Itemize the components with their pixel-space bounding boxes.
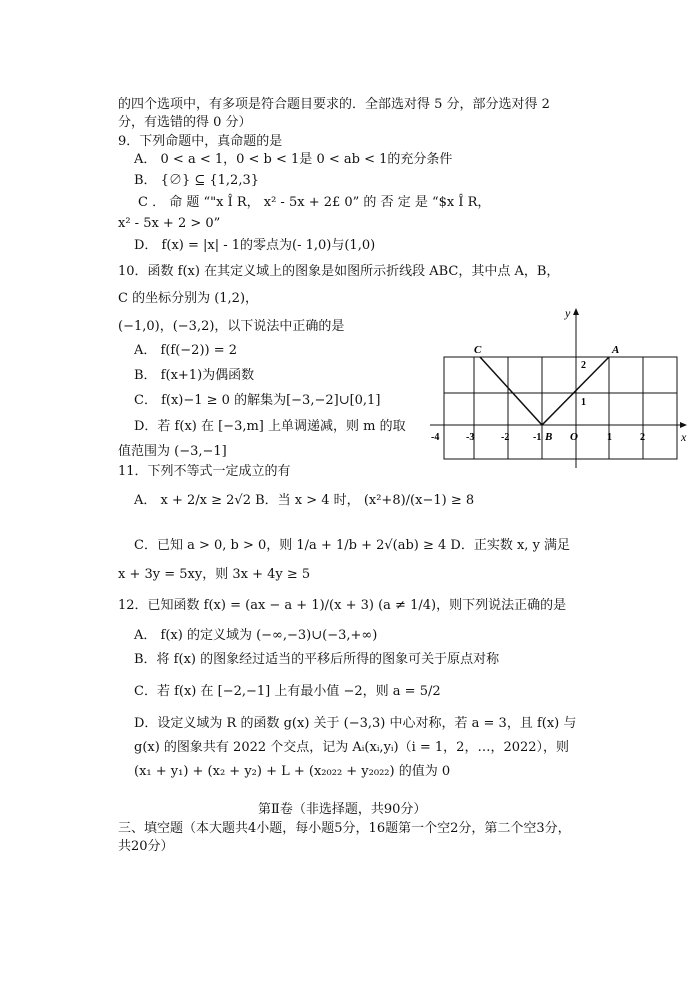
function-graph	[425, 300, 695, 470]
question-10-line-3: (−1,0)，(−3,2)，以下说法中正确的是	[118, 319, 345, 334]
q10-option-c: C． f(x)−1 ≥ 0 的解集为[−3,−2]∪[0,1]	[134, 393, 381, 408]
x-tick-1: 1	[607, 432, 612, 443]
point-label-a: A	[612, 344, 620, 356]
question-9: 9．下列命题中，真命题的是	[118, 134, 283, 149]
q11-option-c: C．已知 a > 0, b > 0，则 1/a + 1/b + 2√(ab) ≥ 4 D．正实数 x, y 满足	[134, 538, 571, 553]
question-12: 12．已知函数 f(x) = (ax − a + 1)/(x + 3) (a ≠ 1/4)，则下列说法正确的是	[118, 598, 567, 613]
x-tick-2: 2	[640, 432, 645, 443]
point-label-b: B	[545, 431, 553, 443]
question-11: 11．下列不等式一定成立的有	[118, 464, 291, 479]
line-intro-1: 的四个选项中，有多项是符合题目要求的．全部选对得 5 分，部分选对得 2	[118, 97, 550, 112]
q9-option-c-2: x² - 5x + 2 > 0”	[118, 216, 221, 231]
line-intro-2: 分，有选错的得 0 分）	[118, 115, 252, 130]
q12-option-a: A． f(x) 的定义域为 (−∞,−3)∪(−3,+∞)	[134, 628, 378, 643]
polyline-abc	[480, 357, 609, 425]
q11-option-d: x + 3y = 5xy，则 3x + 4y ≥ 5	[118, 567, 311, 582]
q12-option-d-2: g(x) 的图象共有 2022 个交点，记为 Aᵢ(xᵢ,yᵢ)（i = 1，2，…，2022），则	[134, 740, 570, 755]
q10-option-b: B． f(x+1)为偶函数	[134, 368, 255, 383]
q10-option-d-1: D．若 f(x) 在 [−3,m] 上单调递减，则 m 的取	[134, 419, 406, 434]
y-tick-2: 2	[581, 360, 586, 371]
q11-option-ab: A． x + 2/x ≥ 2√2 B．当 x > 4 时， (x²+8)/(x−1) ≥ 8	[134, 493, 475, 508]
y-axis-label: y	[565, 306, 571, 320]
q9-option-c-1: C ． 命 题 “"x Î R， x² - 5x + 2£ 0” 的 否 定 是 “$x Î R，	[138, 195, 491, 210]
origin-label: O	[570, 431, 578, 443]
x-tick-neg1: -1	[533, 432, 542, 443]
q9-option-b: B． {∅} ⊆ {1,2,3}	[134, 173, 260, 188]
question-10-line-2: C 的坐标分别为 (1,2)，	[118, 291, 259, 306]
point-label-c: C	[474, 344, 482, 356]
part-2-heading: 第Ⅱ卷（非选择题，共90分）	[258, 802, 427, 817]
q9-option-a: A． 0 < a < 1，0 < b < 1是 0 < ab < 1的充分条件	[134, 152, 453, 167]
y-axis-arrow	[573, 308, 579, 315]
q10-option-a: A． f(f(−2)) = 2	[134, 343, 238, 358]
x-axis-label: x	[681, 430, 687, 444]
q12-option-d-3: (x₁ + y₁) + (x₂ + y₂) + L + (x₂₀₂₂ + y₂₀₂₂) 的值为 0	[134, 764, 451, 779]
q12-option-d-1: D．设定义域为 R 的函数 g(x) 关于 (−3,3) 中心对称，若 a = 3，且 f(x) 与	[134, 716, 577, 731]
x-tick-neg3: -3	[466, 432, 475, 443]
q12-option-b: B．将 f(x) 的图象经过适当的平移后所得的图象可关于原点对称	[134, 652, 500, 667]
x-tick-neg2: -2	[501, 432, 510, 443]
y-tick-1: 1	[581, 397, 586, 408]
section-3-line-1: 三、填空题（本大题共4小题，每小题5分，16题第一个空2分，第二个空3分，	[118, 821, 571, 836]
question-10-line-1: 10．函数 f(x) 在其定义域上的图象是如图所示折线段 ABC，其中点 A，B，	[118, 264, 560, 279]
q12-option-c: C．若 f(x) 在 [−2,−1] 上有最小值 −2，则 a = 5/2	[134, 684, 441, 699]
q10-option-d-2: 值范围为 (−3,−1]	[118, 444, 227, 459]
graph-grid	[444, 357, 677, 459]
x-tick-neg4: -4	[431, 432, 440, 443]
x-axis-arrow	[680, 422, 687, 428]
q9-option-d: D． f(x) = |x| - 1的零点为(- 1,0)与(1,0)	[134, 238, 376, 253]
section-3-line-2: 共20分）	[118, 839, 174, 854]
